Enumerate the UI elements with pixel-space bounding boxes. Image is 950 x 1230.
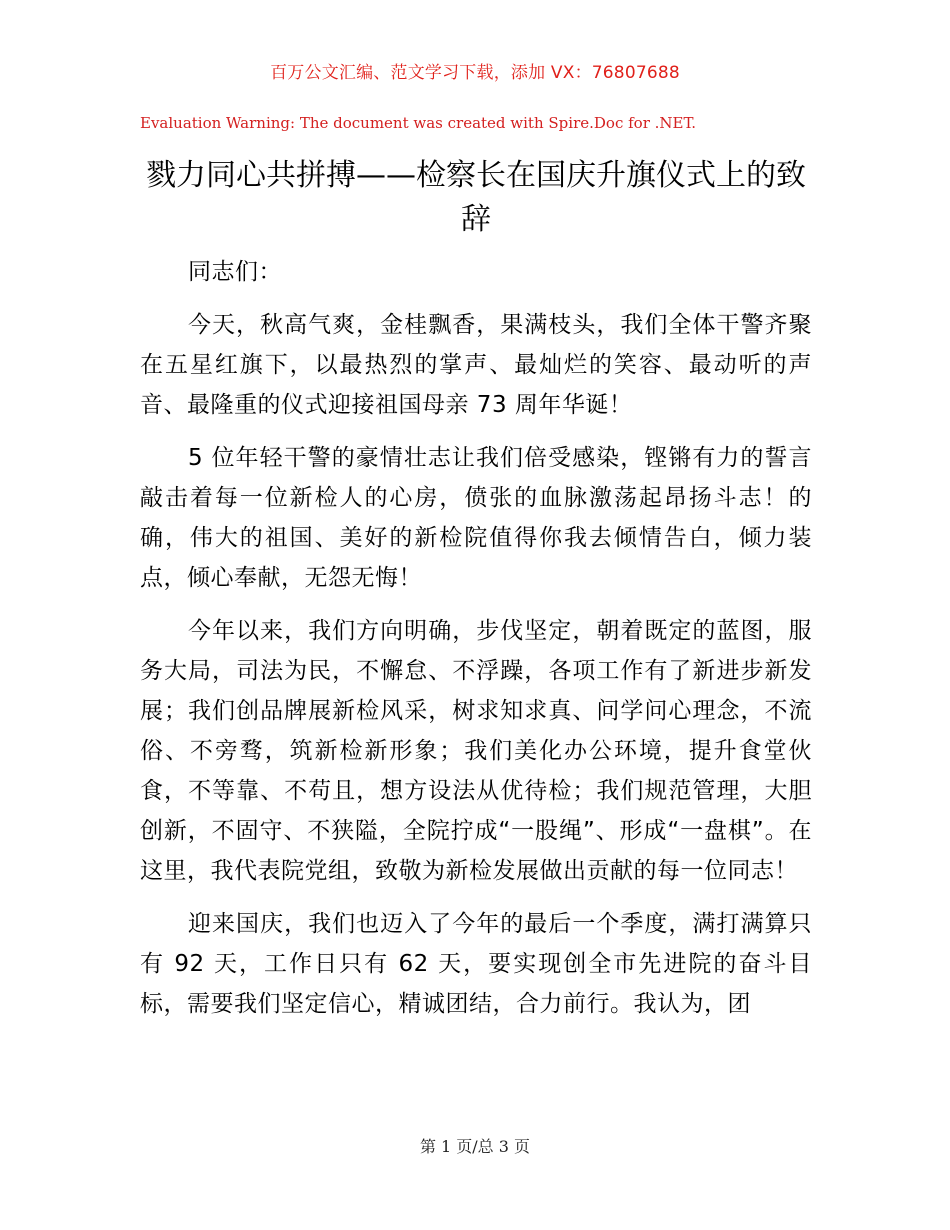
paragraph: 迎来国庆，我们也迈入了今年的最后一个季度，满打满算只有 92 天，工作日只有 62 天，要实现创全市先进院的奋斗目标，需要我们坚定信心，精诚团结，合力前行。我认为，团 bbox=[140, 911, 812, 1017]
page-indicator: 第 1 页/总 3 页 bbox=[419, 1137, 531, 1156]
document-body bbox=[140, 252, 812, 1037]
paragraph: 今天，秋高气爽，金桂飘香，果满枝头，我们全体干警齐聚在五星红旗下，以最热烈的掌声、最灿烂的笑容、最动听的声音、最隆重的仪式迎接祖国母亲 73 周年华诞！ bbox=[140, 312, 812, 418]
evaluation-warning: Evaluation Warning: The document was created with Spire.Doc for .NET. bbox=[140, 114, 697, 132]
paragraph: 今年以来，我们方向明确，步伐坚定，朝着既定的蓝图，服务大局，司法为民，不懈怠、不浮躁，各项工作有了新进步新发展；我们创品牌展新检风采，树求知求真、问学问心理念，不流俗、不旁骛，筑新检新形象；我们美化办公环境，提升食堂伙食，不等靠、不苟且，想方设法从优待检；我们规范管理，大胆创新，不固守、不狭隘，全院拧成“一股绳”、形成“一盘棋”。在这里，我代表院党组，致敬为新检发展做出贡献的每一位同志！ bbox=[140, 618, 812, 884]
document-title: 戮力同心共拼搏——检察长在国庆升旗仪式上的致辞 bbox=[146, 158, 806, 237]
paragraph: 5 位年轻干警的豪情壮志让我们倍受感染，铿锵有力的誓言敲击着每一位新检人的心房，偾张的血脉激荡起昂扬斗志！的确，伟大的祖国、美好的新检院值得你我去倾情告白，倾力装点，倾心奉献，无怨无悔！ bbox=[140, 445, 812, 591]
salutation: 同志们： bbox=[188, 259, 282, 285]
header-banner: 百万公文汇编、范文学习下载，添加 VX：76807688 bbox=[270, 63, 680, 83]
